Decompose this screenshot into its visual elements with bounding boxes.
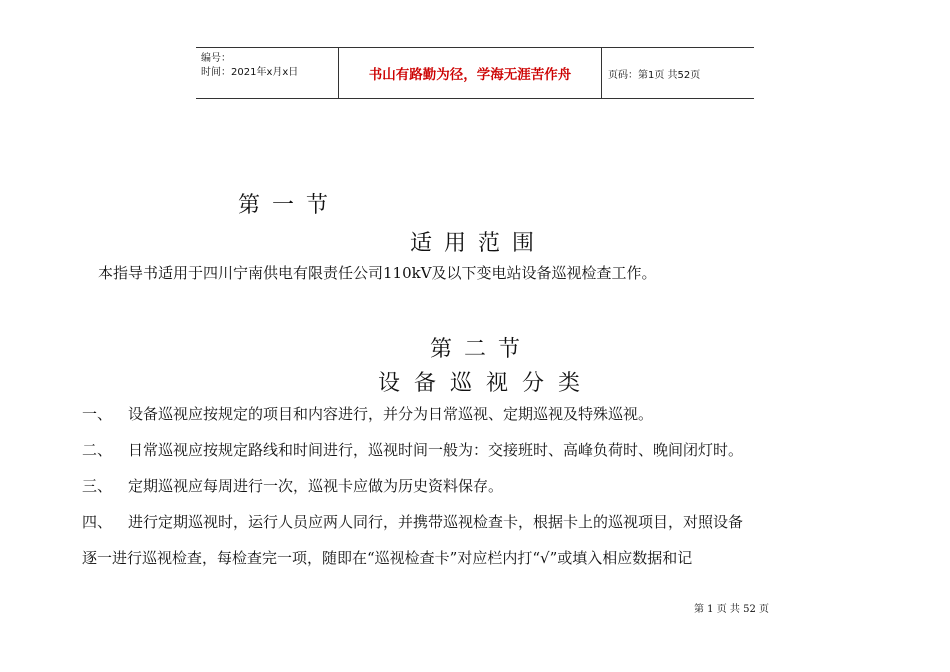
item-text: 定期巡视应每周进行一次，巡视卡应做为历史资料保存。 bbox=[128, 477, 504, 495]
section1-body: 本指导书适用于四川宁南供电有限责任公司110kV及以下变电站设备巡视检查工作。 bbox=[98, 264, 657, 282]
list-item bbox=[82, 472, 872, 508]
inspection-rules-list bbox=[82, 400, 872, 580]
section1-subtitle: 适用范围 bbox=[410, 231, 547, 256]
date-label: 时间：2021年x月x日 bbox=[201, 67, 299, 78]
number-label: 编号： bbox=[201, 53, 231, 64]
item-number: 三、 bbox=[82, 477, 113, 495]
list-item bbox=[82, 508, 872, 544]
item-number: 一、 bbox=[82, 405, 113, 423]
document-header bbox=[196, 47, 754, 99]
item-continuation: 逐一进行巡视检查，每检查完一项，随即在“巡视检查卡”对应栏内打“√”或填入相应数据和记 bbox=[82, 549, 693, 567]
item-number: 二、 bbox=[82, 441, 113, 459]
header-page-info: 页码：第1页 共52页 bbox=[608, 69, 701, 81]
item-text: 设备巡视应按规定的项目和内容进行，并分为日常巡视、定期巡视及特殊巡视。 bbox=[128, 405, 654, 423]
item-text: 日常巡视应按规定路线和时间进行，巡视时间一般为：交接班时、高峰负荷时、晚间闭灯时。 bbox=[128, 441, 744, 459]
item-text: 进行定期巡视时，运行人员应两人同行，并携带巡视检查卡，根据卡上的巡视项目，对照设备 bbox=[128, 513, 744, 531]
section2-title: 第二节 bbox=[430, 337, 533, 362]
section2-subtitle: 设备巡视分类 bbox=[378, 371, 595, 396]
page-footer: 第 1 页 共 52 页 bbox=[694, 604, 769, 615]
header-motto: 书山有路勤为径，学海无涯苦作舟 bbox=[339, 48, 602, 98]
list-item bbox=[82, 400, 872, 436]
list-item bbox=[82, 436, 872, 472]
section1-title: 第一节 bbox=[238, 193, 341, 218]
item-number: 四、 bbox=[82, 513, 113, 531]
header-meta-cell bbox=[196, 48, 339, 98]
